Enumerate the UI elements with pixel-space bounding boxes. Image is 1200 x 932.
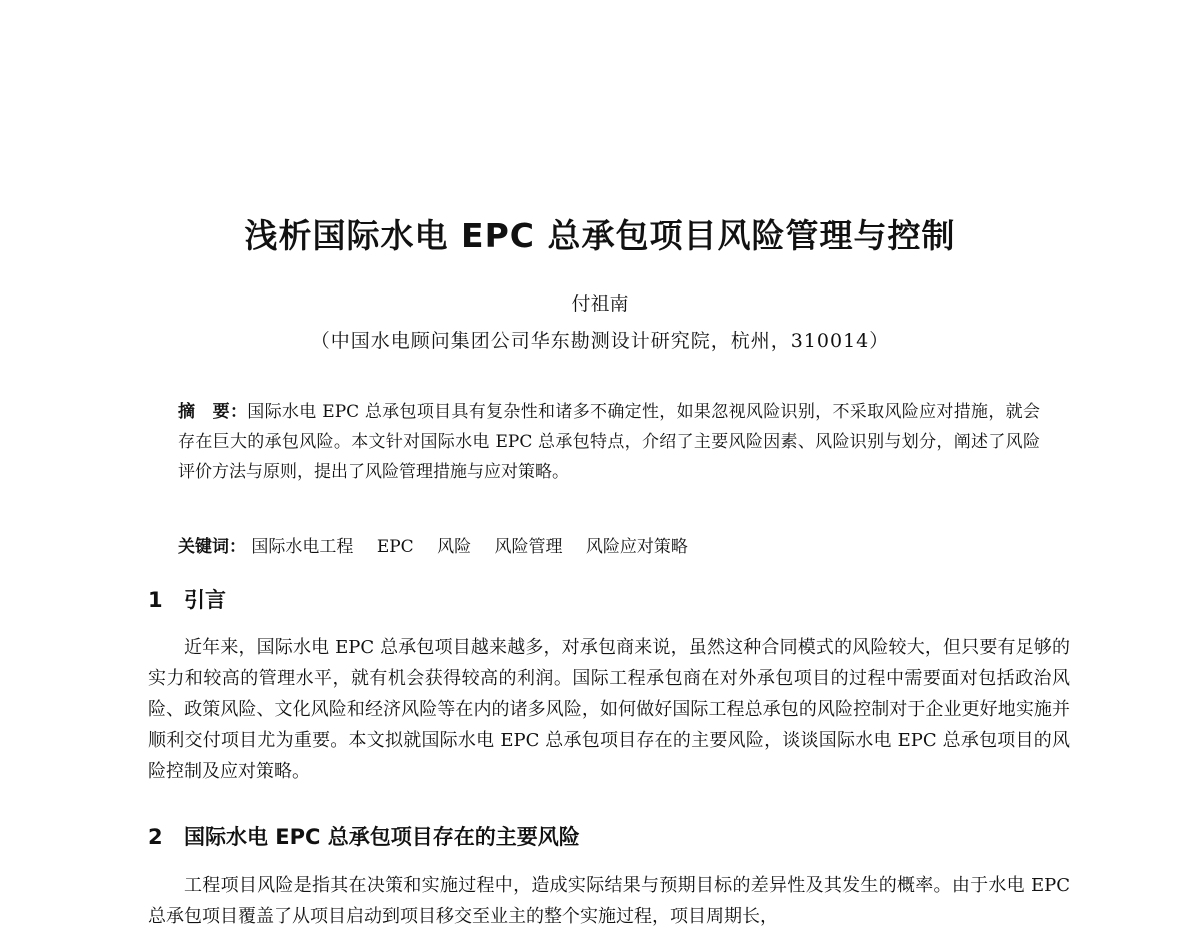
- abstract-label: 摘 要：: [178, 402, 248, 422]
- section-title: 引言: [184, 588, 226, 612]
- abstract: [178, 397, 1040, 487]
- keyword: 风险管理: [494, 537, 563, 557]
- section-1-paragraph: 近年来，国际水电 EPC 总承包项目越来越多，对承包商来说，虽然这种合同模式的风险较大，但只要有足够的实力和较高的管理水平，就有机会获得较高的利润。国际工程承包商在对外承包项目的过程中需要面对包括政治风险、政策风险、文化风险和经济风险等在内的诸多风险，如何做好国际工程总承包的风险控制对于企业更好地实施并顺利交付项目尤为重要。本文拟就国际水电 EPC 总承包项目存在的主要风险，谈谈国际水电 EPC 总承包项目的风险控制及应对策略。: [148, 637, 1070, 782]
- section-number: 1: [148, 588, 163, 612]
- keyword: 风险应对策略: [585, 537, 688, 557]
- paper-title: 浅析国际水电 EPC 总承包项目风险管理与控制: [244, 216, 956, 255]
- keyword: 国际水电工程: [251, 537, 354, 557]
- abstract-text: 国际水电 EPC 总承包项目具有复杂性和诸多不确定性，如果忽视风险识别，不采取风险应对措施，就会存在巨大的承包风险。本文针对国际水电 EPC 总承包特点，介绍了主要风险因素、风险识别与划分，阐述了风险评价方法与原则，提出了风险管理措施与应对策略。: [178, 402, 1040, 482]
- section-heading-2: [148, 821, 580, 851]
- author-affiliation: （中国水电顾问集团公司华东勘测设计研究院，杭州，310014）: [310, 330, 890, 352]
- section-2-paragraph: 工程项目风险是指其在决策和实施过程中，造成实际结果与预期目标的差异性及其发生的概率。由于水电 EPC 总承包项目覆盖了从项目启动到项目移交至业主的整个实施过程，项目周期长，: [148, 875, 1070, 927]
- keywords-label: 关键词：: [178, 537, 246, 557]
- author-name: 付祖南: [571, 293, 629, 315]
- section-heading-1: [148, 584, 226, 614]
- keywords: [178, 532, 1040, 562]
- section-number: 2: [148, 825, 163, 849]
- section-title: 国际水电 EPC 总承包项目存在的主要风险: [184, 825, 580, 849]
- keyword: 风险: [437, 537, 472, 557]
- keyword: EPC: [376, 537, 414, 557]
